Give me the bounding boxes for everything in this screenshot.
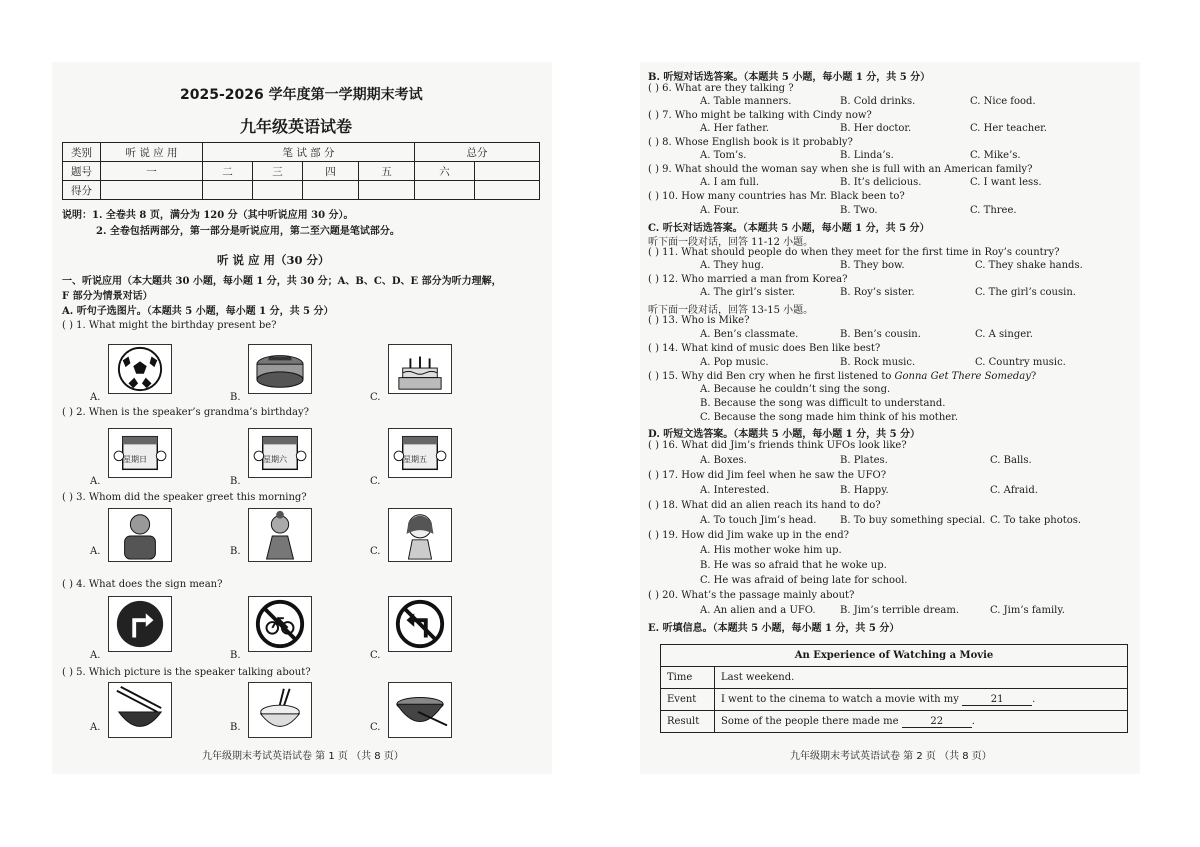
question-17: ( ) 17. How did Jim feel when he saw the UFO? — [648, 470, 887, 481]
part-c-header: C. 听长对话选答案。（本题共 5 小题，每小题 1 分，共 5 分） — [648, 223, 930, 234]
exam-title: 2025-2026 学年度第一学期期末考试 — [180, 87, 423, 103]
option-label: C. — [370, 546, 381, 557]
note-2: 2. 全卷包括两部分，第一部分是听说应用，第二至六题是笔试部分。 — [96, 226, 400, 237]
option-c: C. A singer. — [975, 329, 1034, 340]
row-content: I went to the cinema to watch a movie with my 21 . — [715, 689, 1128, 711]
row-label: Event — [661, 689, 715, 711]
option-a: A. To touch Jim’s head. — [700, 515, 817, 526]
option-c: C. Balls. — [990, 455, 1032, 466]
score-cell: 总分 — [415, 143, 540, 162]
row-content — [715, 667, 1128, 689]
option-label: A. — [90, 722, 101, 733]
option-a: A. Because he couldn’t sing the song. — [700, 384, 891, 395]
no-bicycle-sign-picture[interactable] — [248, 596, 312, 652]
option-b: B. He was so afraid that he woke up. — [700, 560, 887, 571]
calendar-label: 星期六 — [263, 455, 287, 464]
score-cell: 五 — [359, 162, 415, 181]
section-title: 听 说 应 用（30 分） — [217, 253, 330, 267]
score-cell: 四 — [303, 162, 359, 181]
part-c-intro-1: 听下面一段对话，回答 11-12 小题。 — [648, 237, 814, 248]
question-5: ( ) 5. Which picture is the speaker talking about? — [62, 667, 311, 678]
question-18: ( ) 18. What did an alien reach its hand to do? — [648, 500, 881, 511]
question-1: ( ) 1. What might the birthday present be? — [62, 320, 277, 331]
option-b: B. Jim’s terrible dream. — [840, 605, 959, 616]
option-label: C. — [370, 476, 381, 487]
question-6: ( ) 6. What are they talking ? — [648, 83, 794, 94]
option-b: B. Cold drinks. — [840, 96, 916, 107]
option-b: B. Linda’s. — [840, 150, 894, 161]
option-c: C. He was afraid of being late for school. — [700, 575, 908, 586]
question-11: ( ) 11. What should people do when they meet for the first time in Roy’s country? — [648, 247, 1060, 258]
row-label: Time — [661, 667, 715, 689]
info-fill-table — [660, 644, 1128, 733]
question-4: ( ) 4. What does the sign mean? — [62, 579, 223, 590]
part-a-header: A. 听句子选图片。（本题共 5 小题，每小题 1 分，共 5 分） — [62, 306, 334, 317]
option-label: A. — [90, 546, 101, 557]
song-title: Gonna Get There Someday — [894, 371, 1031, 382]
fill-table-title: An Experience of Watching a Movie — [661, 645, 1128, 667]
option-c: C. Nice food. — [970, 96, 1036, 107]
page-footer: 九年级期末考试英语试卷 第 2 页 （共 8 页） — [790, 751, 992, 762]
row-text: Some of the people there made me — [721, 715, 899, 727]
bowl-with-chopsticks-picture[interactable] — [108, 682, 172, 738]
question-15-text: ( ) 15. Why did Ben cry when he first listened to — [648, 371, 892, 382]
score-cell: 三 — [253, 162, 303, 181]
score-cell: 一 — [101, 162, 203, 181]
question-15-end: ? — [1030, 371, 1037, 382]
option-a: A. The girl’s sister. — [700, 287, 796, 298]
lunch-box-picture[interactable] — [248, 344, 312, 394]
question-15 — [648, 371, 1036, 382]
question-9: ( ) 9. What should the woman say when she is full with an American family? — [648, 164, 1033, 175]
option-a: A. Her father. — [700, 123, 770, 134]
answer-blank-22[interactable]: 22 — [902, 716, 972, 728]
question-3: ( ) 3. Whom did the speaker greet this morning? — [62, 492, 307, 503]
option-a: A. Ben’s classmate. — [700, 329, 799, 340]
option-a: A. Pop music. — [700, 357, 769, 368]
option-c: C. Jim’s family. — [990, 605, 1065, 616]
exam-page-2 — [640, 62, 1140, 774]
page-footer: 九年级期末考试英语试卷 第 1 页 （共 8 页） — [202, 751, 404, 762]
option-b: B. They bow. — [840, 260, 905, 271]
calendar-saturday-picture[interactable] — [248, 428, 312, 478]
question-16: ( ) 16. What did Jim’s friends think UFOs look like? — [648, 440, 907, 451]
no-left-turn-sign-picture[interactable] — [388, 596, 452, 652]
row-content: Some of the people there made me 22 . — [715, 711, 1128, 733]
score-cell — [203, 181, 253, 200]
old-woman-picture[interactable] — [248, 508, 312, 562]
score-cell — [475, 162, 540, 181]
question-12: ( ) 12. Who married a man from Korea? — [648, 274, 848, 285]
exam-page-1 — [52, 62, 552, 774]
score-cell — [475, 181, 540, 200]
option-c: C. Mike’s. — [970, 150, 1021, 161]
option-a: A. Tom’s. — [700, 150, 747, 161]
old-man-picture[interactable] — [108, 508, 172, 562]
option-b: B. Two. — [840, 205, 878, 216]
option-b: B. To buy something special. — [840, 515, 986, 526]
exam-subtitle: 九年级英语试卷 — [240, 117, 353, 136]
soup-bowl-picture[interactable] — [388, 682, 452, 738]
option-label: A. — [90, 650, 101, 661]
option-c: C. The girl’s cousin. — [975, 287, 1076, 298]
score-cell — [415, 181, 475, 200]
score-cell — [253, 181, 303, 200]
option-a: A. Interested. — [700, 485, 770, 496]
option-label: B. — [230, 722, 241, 733]
option-label: C. — [370, 722, 381, 733]
score-cell: 类别 — [63, 143, 101, 162]
question-20: ( ) 20. What’s the passage mainly about? — [648, 590, 855, 601]
option-b: B. Rock music. — [840, 357, 916, 368]
option-label: B. — [230, 476, 241, 487]
turn-right-sign-picture[interactable] — [108, 596, 172, 652]
option-c: C. Three. — [970, 205, 1017, 216]
soccer-ball-picture[interactable] — [108, 344, 172, 394]
option-label: A. — [90, 392, 101, 403]
option-c: C. Because the song made him think of his mother. — [700, 412, 959, 423]
option-a: A. Four. — [700, 205, 740, 216]
option-c: C. Afraid. — [990, 485, 1038, 496]
score-cell — [359, 181, 415, 200]
option-a: A. Table manners. — [700, 96, 792, 107]
option-a: A. I am full. — [700, 177, 760, 188]
row-label: Result — [661, 711, 715, 733]
option-a: A. An alien and a UFO. — [700, 605, 816, 616]
answer-blank-21[interactable]: 21 — [962, 694, 1032, 706]
option-label: A. — [90, 476, 101, 487]
part1-header: 一、听说应用（本大题共 30 小题，每小题 1 分，共 30 分；A、B、C、D、E 部分为听力理解， — [62, 276, 502, 287]
option-label: B. — [230, 392, 241, 403]
part-c-intro-2: 听下面一段对话，回答 13-15 小题。 — [648, 305, 814, 316]
option-label: B. — [230, 650, 241, 661]
rice-bowl-picture[interactable] — [248, 682, 312, 738]
question-7: ( ) 7. Who might be talking with Cindy now? — [648, 110, 872, 121]
part-b-header: B. 听短对话选答案。（本题共 5 小题，每小题 1 分，共 5 分） — [648, 72, 931, 83]
score-cell — [303, 181, 359, 200]
score-cell: 二 — [203, 162, 253, 181]
part-d-header: D. 听短文选答案。（本题共 5 小题，每小题 1 分，共 5 分） — [648, 429, 921, 440]
score-cell: 题号 — [63, 162, 101, 181]
birthday-cake-picture[interactable] — [388, 344, 452, 394]
score-cell — [101, 181, 203, 200]
question-19: ( ) 19. How did Jim wake up in the end? — [648, 530, 849, 541]
question-2: ( ) 2. When is the speaker’s grandma’s birthday? — [62, 407, 309, 418]
score-table — [62, 142, 540, 200]
score-cell: 得分 — [63, 181, 101, 200]
calendar-label: 星期日 — [123, 455, 147, 464]
calendar-sunday-picture[interactable] — [108, 428, 172, 478]
part-e-header: E. 听填信息。（本题共 5 小题，每小题 1 分，共 5 分） — [648, 623, 900, 634]
option-c: C. Country music. — [975, 357, 1066, 368]
score-cell: 六 — [415, 162, 475, 181]
option-a: A. They hug. — [700, 260, 764, 271]
option-b: B. Because the song was difficult to understand. — [700, 398, 946, 409]
option-c: C. To take photos. — [990, 515, 1082, 526]
score-cell: 笔 试 部 分 — [203, 143, 415, 162]
option-b: B. Happy. — [840, 485, 889, 496]
calendar-label: 星期五 — [403, 455, 427, 464]
note-1: 说明：1. 全卷共 8 页，满分为 120 分（其中听说应用 30 分）。 — [62, 210, 354, 221]
option-label: B. — [230, 546, 241, 557]
question-14: ( ) 14. What kind of music does Ben like best? — [648, 343, 881, 354]
option-label: C. — [370, 650, 381, 661]
option-b: B. It’s delicious. — [840, 177, 922, 188]
row-text: I went to the cinema to watch a movie with my — [721, 693, 959, 705]
option-b: B. Her doctor. — [840, 123, 912, 134]
question-10: ( ) 10. How many countries has Mr. Black been to? — [648, 191, 905, 202]
option-b: B. Plates. — [840, 455, 888, 466]
part1-header-cont: F 部分为情景对话） — [62, 291, 153, 302]
option-c: C. I want less. — [970, 177, 1042, 188]
option-a: A. His mother woke him up. — [700, 545, 842, 556]
option-c: C. Her teacher. — [970, 123, 1047, 134]
score-cell: 听 说 应 用 — [101, 143, 203, 162]
question-13: ( ) 13. Who is Mike? — [648, 315, 750, 326]
row-text: Last weekend. — [721, 672, 795, 683]
question-8: ( ) 8. Whose English book is it probably? — [648, 137, 853, 148]
option-a: A. Boxes. — [700, 455, 747, 466]
option-b: B. Ben’s cousin. — [840, 329, 921, 340]
option-label: C. — [370, 392, 381, 403]
girl-picture[interactable] — [388, 508, 452, 562]
option-c: C. They shake hands. — [975, 260, 1083, 271]
option-b: B. Roy’s sister. — [840, 287, 915, 298]
calendar-friday-picture[interactable] — [388, 428, 452, 478]
